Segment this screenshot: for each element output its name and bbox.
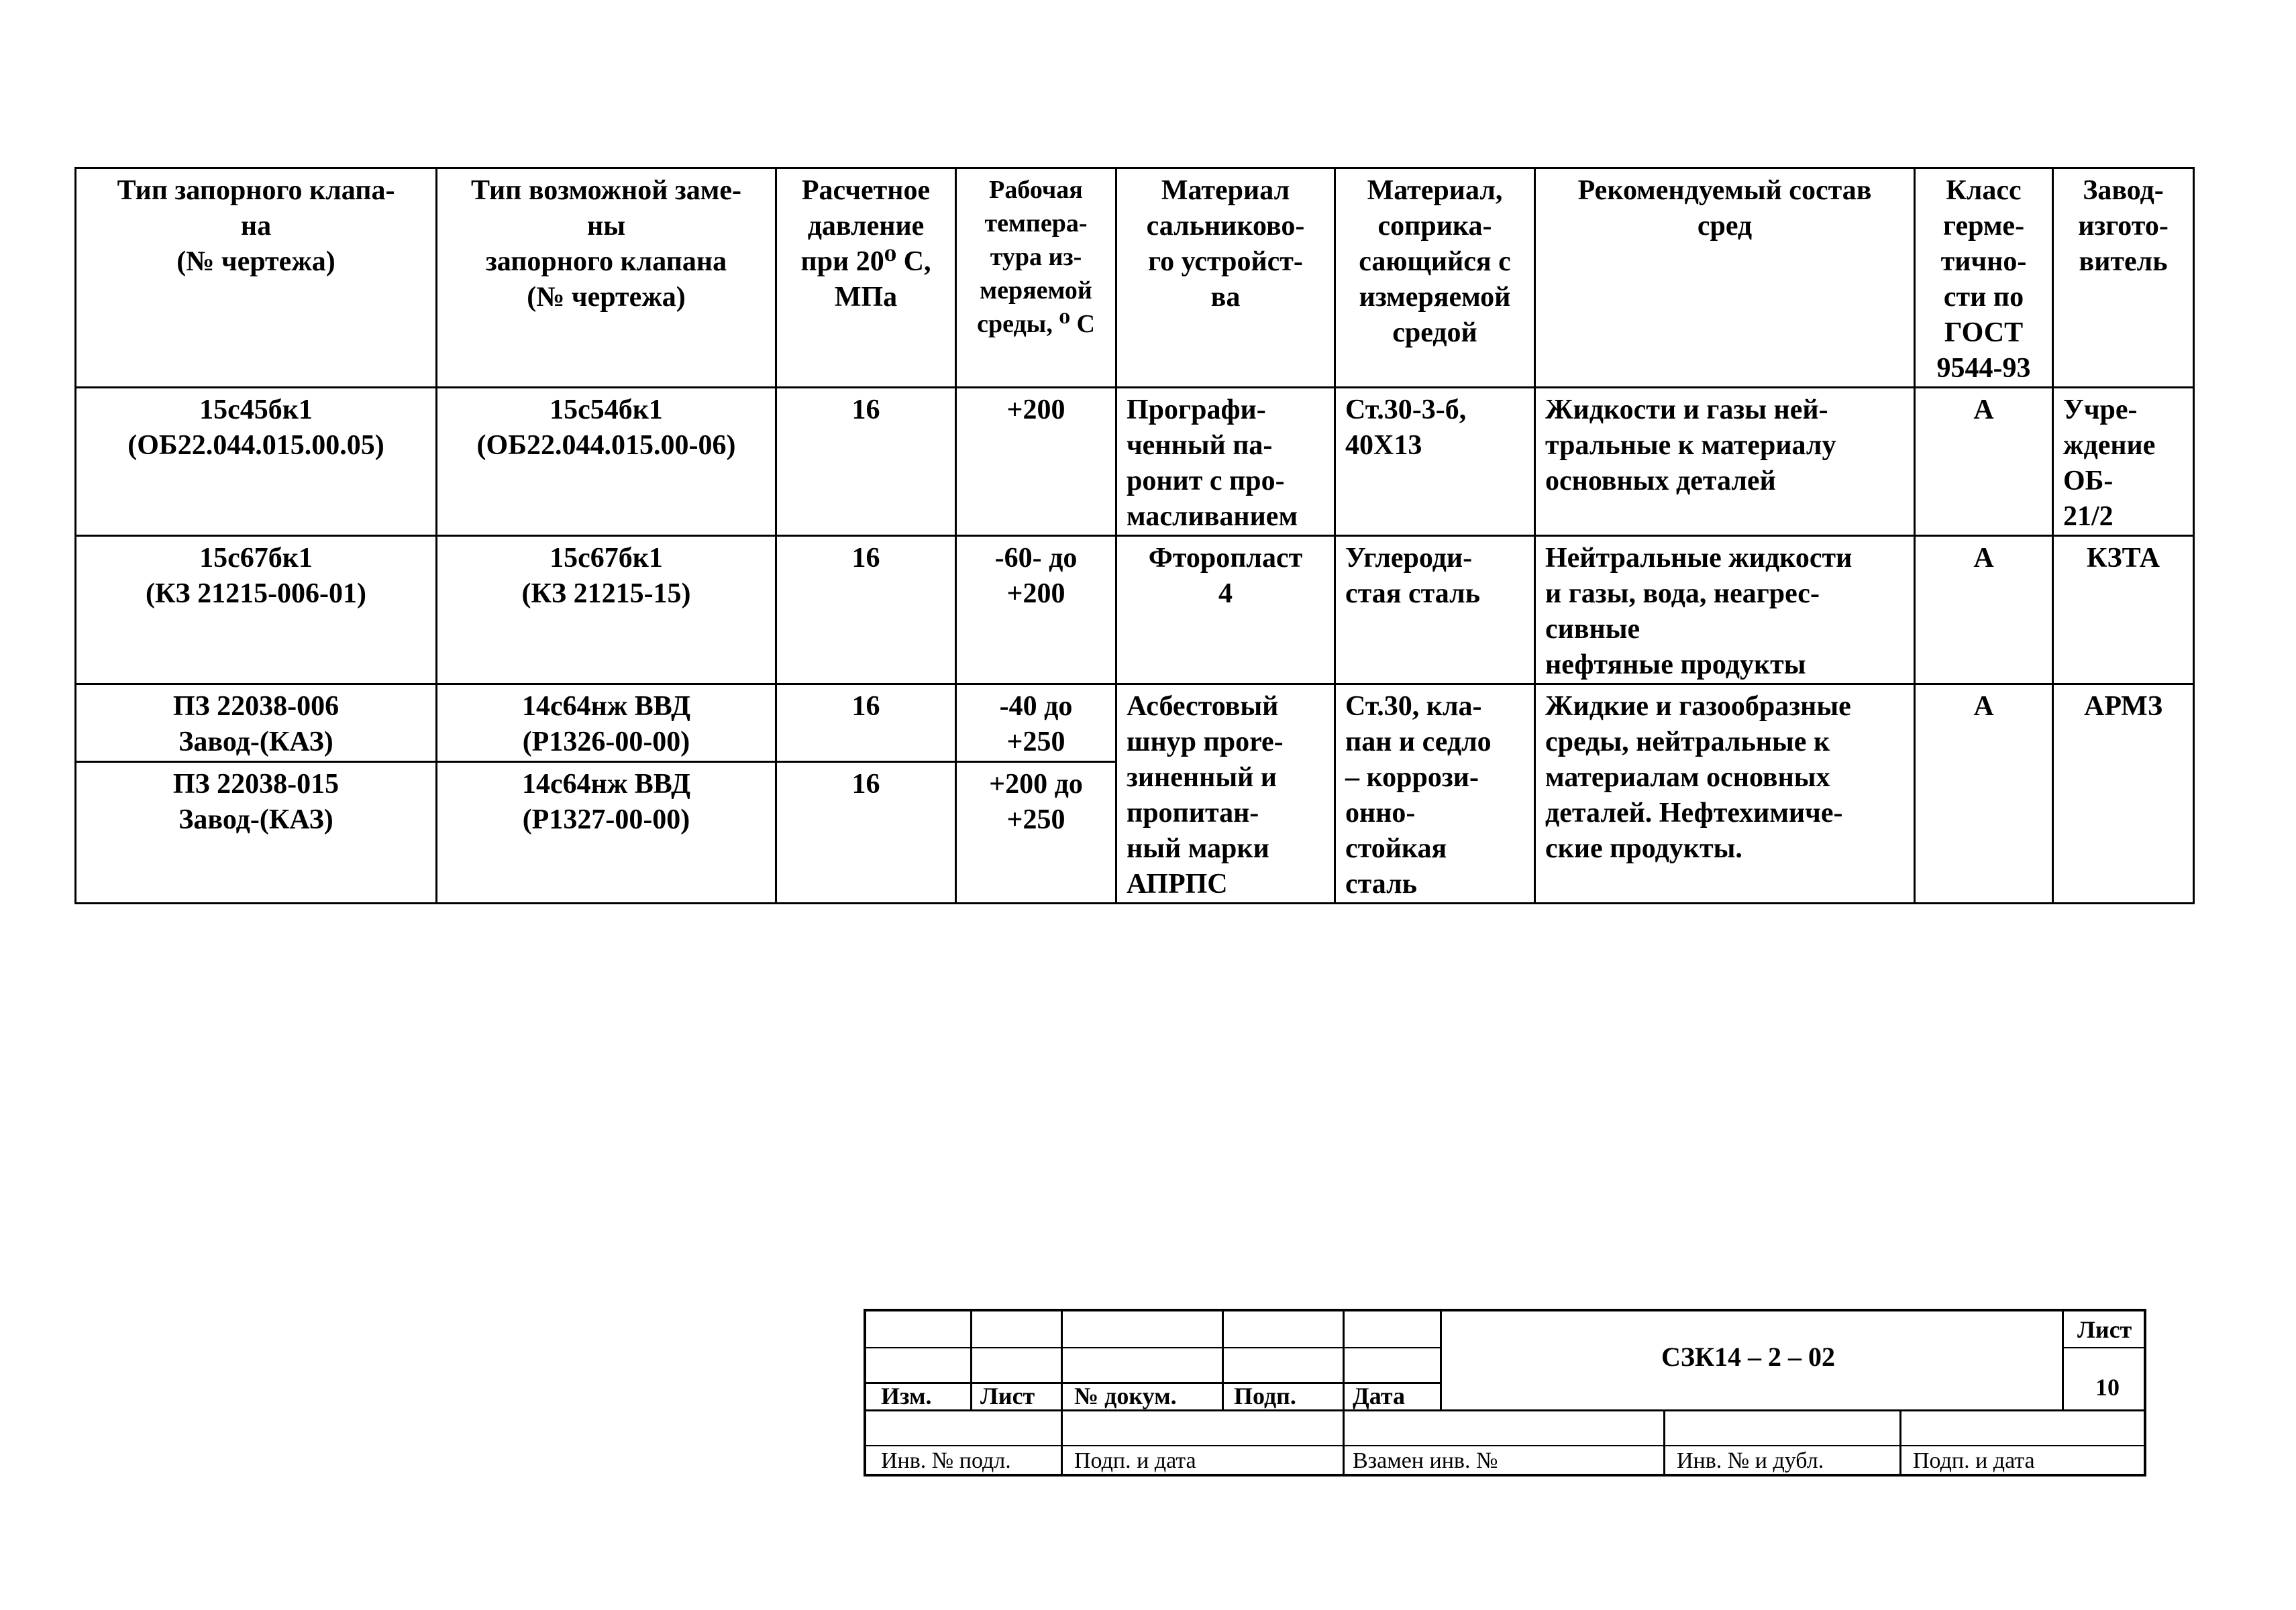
cell-media: Нейтральные жидкости и газы, вода, неагрес- сивные нефтяные продукты [1535,536,1915,684]
cell-pressure: 16 [776,762,956,904]
cell-pressure: 16 [776,536,956,684]
stamp-line [1343,1311,1345,1477]
cell-replacement: 15с67бк1 (КЗ 21215-15) [437,536,776,684]
header-contact-material: Материал, соприка- сающийся с измеряемой средой [1335,168,1535,388]
stamp-line [1222,1311,1224,1409]
cell-gland-material: Прографи- ченный па- ронит с про- масливанием [1116,388,1335,536]
cell-pressure: 16 [776,684,956,762]
stamp-inv-dubl: Инв. № и дубл. [1677,1448,1824,1473]
title-block [864,1309,2146,1477]
stamp-vzamen: Взамен инв. № [1353,1448,1498,1473]
stamp-label-list: Лист [980,1383,1035,1409]
stamp-line [866,1445,2146,1446]
cell-replacement: 15с54бк1 (ОБ22.044.015.00-06) [437,388,776,536]
stamp-line [2062,1347,2146,1348]
cell-contact-material: Ст.30-3-б, 40Х13 [1335,388,1535,536]
stamp-podp-data-1: Подп. и дата [1074,1448,1196,1473]
cell-manufacturer: АРМЗ [2053,684,2194,904]
stamp-line [866,1347,1440,1348]
stamp-line [1061,1311,1063,1477]
header-gland-material: Материал сальниково- го устройст- ва [1116,168,1335,388]
cell-temperature: +200 до +250 [956,762,1116,904]
cell-gland-material: Асбестовый шнур прore- зиненный и пропитан- ный марки АПРПС [1116,684,1335,904]
valve-table [74,167,2195,904]
header-valve-type: Тип запорного клапа- на (№ чертежа) [76,168,437,388]
cell-temperature: -60- до +200 [956,536,1116,684]
header-temperature: Рабочая темпера- тура из- меряемой среды, ⁰ С [956,168,1116,388]
header-replacement-type: Тип возможной заме- ны запорного клапана (№ чертежа) [437,168,776,388]
stamp-line [866,1409,2146,1411]
header-pressure: Расчетное давление при 20⁰ С, МПа [776,168,956,388]
cell-gland-material: Фторопласт 4 [1116,536,1335,684]
cell-pressure: 16 [776,388,956,536]
cell-manufacturer: КЗТА [2053,536,2194,684]
table-row [76,684,2194,762]
cell-valve: 15с45бк1 (ОБ22.044.015.00.05) [76,388,437,536]
header-media: Рекомендуемый состав сред [1535,168,1915,388]
cell-valve: ПЗ 22038-015 Завод-(КАЗ) [76,762,437,904]
stamp-label-data: Дата [1353,1383,1405,1409]
stamp-line [1440,1311,1442,1409]
cell-valve: 15с67бк1 (КЗ 21215-006-01) [76,536,437,684]
stamp-label-podp: Подп. [1234,1383,1296,1409]
cell-tightness-class: А [1915,684,2053,904]
stamp-label-izm: Изм. [881,1383,932,1409]
cell-tightness-class: А [1915,536,2053,684]
cell-media: Жидкие и газообразные среды, нейтральные к материалам основных деталей. Нефтехимиче- ские продукты. [1535,684,1915,904]
table-header-row [76,168,2194,388]
stamp-inv-podl: Инв. № подл. [881,1448,1011,1473]
stamp-line [1899,1409,1901,1477]
stamp-podp-data-2: Подп. и дата [1913,1448,2035,1473]
document-code: СЗК14 – 2 – 02 [1661,1342,1836,1372]
cell-contact-material: Ст.30, кла- пан и седло – коррози- онно- стойкая сталь [1335,684,1535,904]
cell-temperature: -40 до +250 [956,684,1116,762]
cell-replacement: 14с64нж ВВД (Р1326-00-00) [437,684,776,762]
stamp-sheet-label: Лист [2077,1316,2132,1343]
cell-media: Жидкости и газы ней- тральные к материалу основных деталей [1535,388,1915,536]
cell-temperature: +200 [956,388,1116,536]
header-tightness-class: Класс герме- тично- сти по ГОСТ 9544-93 [1915,168,2053,388]
stamp-line [970,1311,972,1409]
cell-manufacturer: Учре- ждение ОБ- 21/2 [2053,388,2194,536]
cell-tightness-class: А [1915,388,2053,536]
cell-replacement: 14с64нж ВВД (Р1327-00-00) [437,762,776,904]
table-row [76,536,2194,684]
header-manufacturer: Завод- изгото- витель [2053,168,2194,388]
cell-valve: ПЗ 22038-006 Завод-(КАЗ) [76,684,437,762]
stamp-line [2062,1311,2064,1409]
stamp-line [1663,1409,1665,1477]
stamp-sheet-number: 10 [2095,1374,2120,1401]
cell-contact-material: Углероди- стая сталь [1335,536,1535,684]
table-row [76,388,2194,536]
stamp-label-doc-num: № докум. [1074,1383,1177,1409]
